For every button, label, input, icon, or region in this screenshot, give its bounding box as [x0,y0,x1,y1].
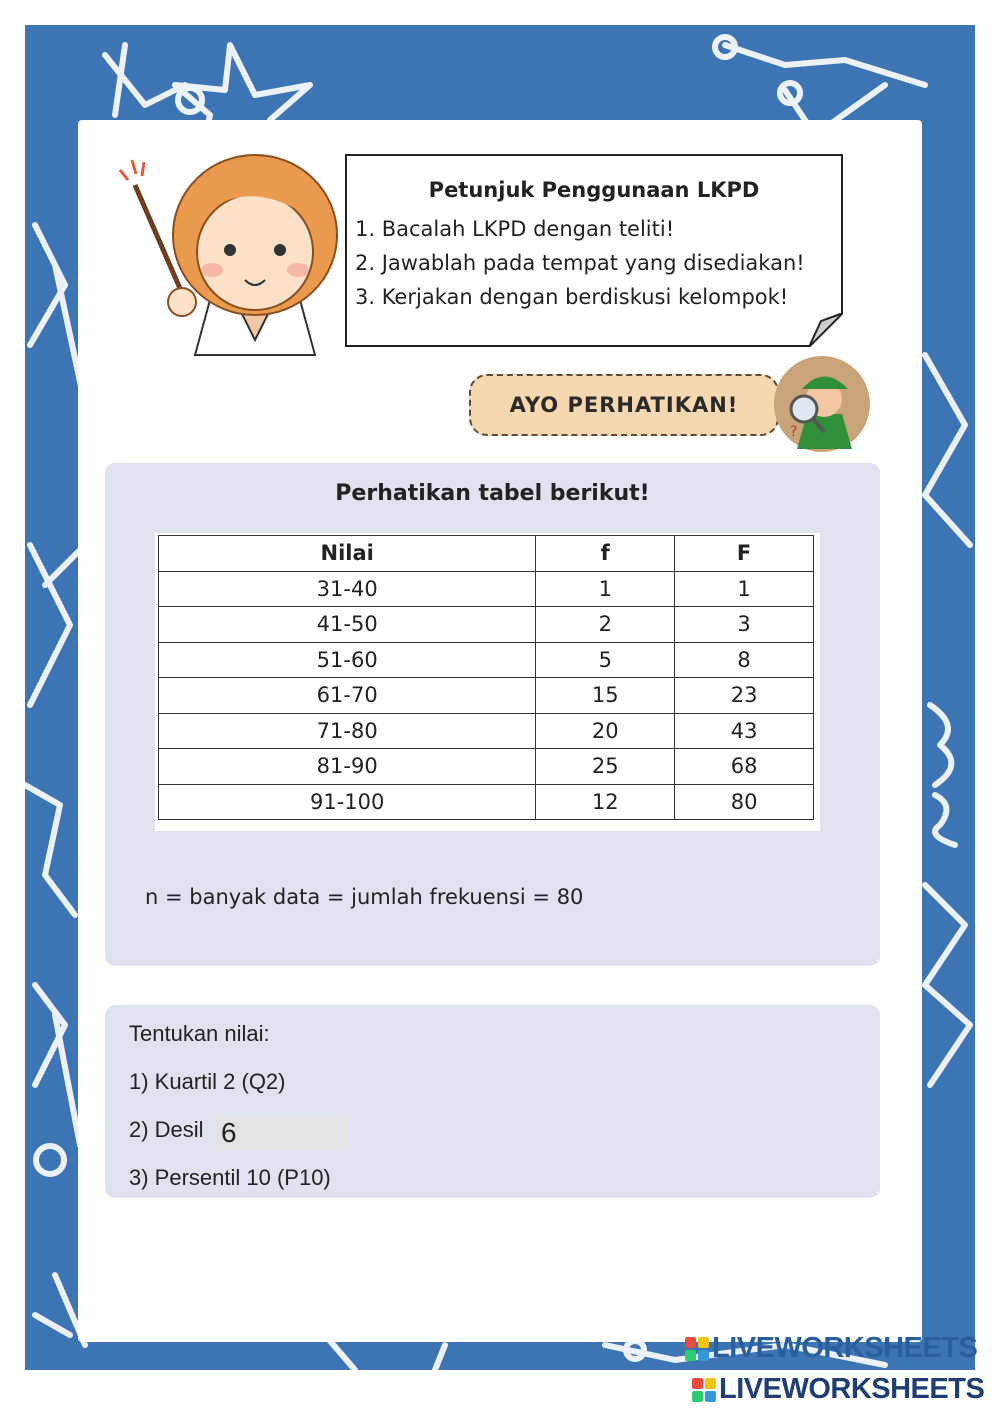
liveworksheets-watermark-bottom [692,1373,984,1406]
cell-cumulative-f: 1 [675,571,814,607]
frequency-table [158,535,814,820]
table-header-row [159,536,814,572]
table-row [159,713,814,749]
data-count-note: n = banyak data = jumlah frekuensi = 80 [145,885,584,909]
watermark-text: LIVEWORKSHEETS [712,1332,978,1364]
cell-f: 20 [536,713,675,749]
cell-f: 2 [536,607,675,643]
cell-cumulative-f: 43 [675,713,814,749]
teacher-illustration [100,140,340,360]
instructions-list [355,212,805,314]
observe-panel [105,463,880,966]
liveworksheets-logo-icon [692,1378,716,1402]
cell-f: 15 [536,678,675,714]
table-row [159,784,814,820]
liveworksheets-watermark-top [685,1332,977,1365]
cell-cumulative-f: 3 [675,607,814,643]
cell-cumulative-f: 80 [675,784,814,820]
cell-nilai: 61-70 [159,678,536,714]
observe-title: Perhatikan tabel berikut! [335,481,650,506]
cell-nilai: 71-80 [159,713,536,749]
cell-nilai: 41-50 [159,607,536,643]
cell-f: 25 [536,749,675,785]
table-row [159,571,814,607]
table-row [159,642,814,678]
page-fold-corner [809,313,843,347]
question-persentil-10: 3) Persentil 10 (P10) [129,1165,331,1190]
cell-cumulative-f: 68 [675,749,814,785]
watermark-text: LIVEWORKSHEETS [719,1373,985,1405]
table-row [159,607,814,643]
instructions-bubble [345,154,843,347]
header-nilai: Nilai [159,536,536,572]
cell-nilai: 51-60 [159,642,536,678]
svg-text:?: ? [790,424,798,440]
ayo-perhatikan-banner: AYO PERHATIKAN! [469,374,779,436]
liveworksheets-logo-icon [685,1337,709,1361]
cell-nilai: 31-40 [159,571,536,607]
cell-nilai: 81-90 [159,749,536,785]
frequency-table-wrap [155,533,820,831]
question-kuartil-2: 1) Kuartil 2 (Q2) [129,1069,286,1094]
desil-answer-input[interactable]: 6 [215,1116,347,1150]
cell-nilai: 91-100 [159,784,536,820]
task-panel [105,1005,880,1198]
cell-f: 12 [536,784,675,820]
cell-f: 1 [536,571,675,607]
table-row [159,749,814,785]
header-cumulative-f: F [675,536,814,572]
table-row [159,678,814,714]
cell-f: 5 [536,642,675,678]
cell-cumulative-f: 8 [675,642,814,678]
header-f: f [536,536,675,572]
instructions-title: Petunjuk Penggunaan LKPD [428,178,760,202]
task-prompt: Tentukan nilai: [129,1021,270,1046]
cell-cumulative-f: 23 [675,678,814,714]
question-desil: 2) Desil [129,1117,204,1142]
instruction-item: 2. Jawablah pada tempat yang disediakan! [355,251,805,275]
instruction-item: 1. Bacalah LKPD dengan teliti! [355,217,675,241]
instruction-item: 3. Kerjakan dengan berdiskusi kelompok! [355,285,789,309]
detective-icon [772,354,872,454]
